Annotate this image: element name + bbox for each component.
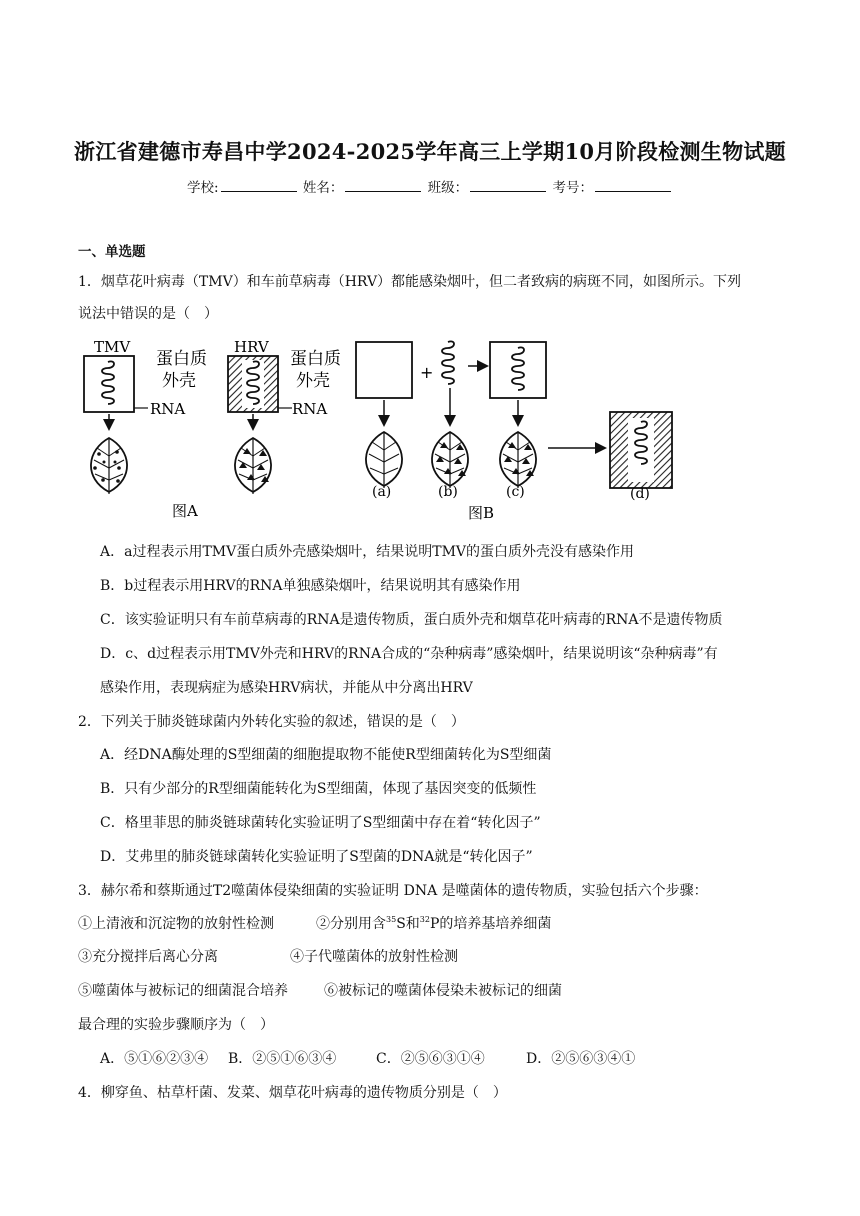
tmv-label: TMV — [94, 338, 131, 356]
class-blank — [470, 179, 546, 192]
tmv-protein-label-2: 外壳 — [162, 371, 196, 391]
q2-stem: 2．下列关于肺炎链球菌内外转化实验的叙述，错误的是（ ） — [78, 714, 465, 730]
q2-option-b: B．只有少部分的R型细菌能转化为S型细菌，体现了基因突变的低频性 — [100, 781, 537, 797]
q1-option-c: C．该实验证明只有车前草病毒的RNA是遗传物质，蛋白质外壳和烟草花叶病毒的RNA不是遗传物质 — [100, 612, 723, 628]
q3-step-4: ④子代噬菌体的放射性检测 — [290, 949, 458, 965]
exam-no-label: 考号： — [552, 180, 593, 196]
q3-option-d: D．②⑤⑥③④① — [526, 1051, 636, 1067]
hrv-protein-label-2: 外壳 — [296, 371, 330, 391]
name-label: 姓名： — [302, 180, 344, 196]
q3-ask: 最合理的实验步骤顺序为（ ） — [78, 1017, 274, 1033]
leaf-b-icon — [432, 432, 468, 488]
hrv-label: HRV — [234, 338, 269, 356]
q3-step-3: ③充分搅拌后离心分离 — [78, 949, 218, 965]
plus-sign: + — [420, 363, 434, 382]
hrv-rna-label: RNA — [292, 400, 328, 418]
school-blank — [221, 179, 297, 192]
label-b: (b) — [438, 484, 458, 500]
q1-stem-line2: 说法中错误的是（ ） — [78, 306, 218, 322]
q3-step-2-sup32: 32 — [419, 915, 430, 924]
label-c: (c) — [506, 484, 525, 500]
hrv-virus-diagram — [228, 338, 341, 494]
label-d: (d) — [630, 486, 650, 502]
student-info-line — [0, 176, 860, 196]
q3-option-a: A．⑤①⑥②③④ — [100, 1051, 209, 1067]
q3-step-2-part1: ②分别用含 — [316, 916, 386, 932]
exam-no-blank — [595, 179, 671, 192]
q1-option-d-line2: 感染作用，表现病症为感染HRV病状，并能从中分离出HRV — [100, 680, 473, 696]
q3-step-2-part2: S和 — [396, 916, 420, 932]
q1-stem-line1: 1．烟草花叶病毒（TMV）和车前草病毒（HRV）都能感染烟叶，但二者致病的病斑不同，如图所示。下列 — [78, 274, 742, 290]
q1-option-a: A．a过程表示用TMV蛋白质外壳感染烟叶，结果说明TMV的蛋白质外壳没有感染作用 — [100, 544, 635, 560]
fig-a-label: 图A — [172, 502, 198, 520]
tmv-leaf-icon — [91, 438, 127, 494]
q1-figure — [78, 336, 768, 524]
leaf-c-icon — [500, 432, 536, 488]
page-title: 浙江省建德市寿昌中学2024-2025学年高三上学期10月阶段检测生物试题 — [74, 139, 786, 164]
q3-option-b: B．②⑤①⑥③④ — [228, 1051, 337, 1067]
q4-stem: 4．柳穿鱼、枯草杆菌、发菜、烟草花叶病毒的遗传物质分别是（ ） — [78, 1085, 507, 1101]
q3-option-c: C．②⑤⑥③①④ — [376, 1051, 485, 1067]
section-heading: 一、单选题 — [78, 244, 146, 260]
tmv-rna-label: RNA — [150, 400, 186, 418]
q3-step-5: ⑤噬菌体与被标记的细菌混合培养 — [78, 983, 288, 999]
tmv-protein-label-1: 蛋白质 — [156, 349, 207, 369]
q3-step-2 — [316, 913, 551, 933]
q2-option-a: A．经DNA酶处理的S型细菌的细胞提取物不能使R型细菌转化为S型细菌 — [100, 747, 552, 763]
label-a: (a) — [372, 484, 392, 500]
q1-option-b: B．b过程表示用HRV的RNA单独感染烟叶，结果说明其有感染作用 — [100, 578, 521, 594]
fig-b-diagram — [356, 341, 672, 522]
class-label: 班级： — [427, 180, 469, 196]
hrv-protein-label-1: 蛋白质 — [290, 349, 341, 369]
q2-option-c: C．格里菲思的肺炎链球菌转化实验证明了S型细菌中存在着“转化因子” — [100, 815, 541, 831]
name-blank — [345, 179, 421, 192]
hrv-leaf-icon — [235, 438, 271, 494]
q2-option-d: D．艾弗里的肺炎链球菌转化实验证明了S型菌的DNA就是“转化因子” — [100, 849, 533, 865]
q3-stem: 3．赫尔希和蔡斯通过T2噬菌体侵染细菌的实验证明 DNA 是噬菌体的遗传物质，实验包括六个步骤： — [78, 883, 708, 899]
leaf-a-icon — [366, 432, 402, 488]
school-label: 学校: — [187, 180, 219, 196]
q3-step-6: ⑥被标记的噬菌体侵染未被标记的细菌 — [324, 983, 562, 999]
tmv-virus-diagram — [84, 338, 207, 520]
q3-step-1: ①上清液和沉淀物的放射性检测 — [78, 916, 274, 932]
fig-b-label: 图B — [468, 504, 495, 522]
q3-step-2-part3: P的培养基培养细菌 — [429, 916, 552, 932]
q1-option-d-line1: D．c、d过程表示用TMV外壳和HRV的RNA合成的“杂种病毒”感染烟叶，结果说明该“杂种病毒”有 — [100, 646, 718, 662]
q3-step-2-sup35: 35 — [386, 915, 397, 924]
